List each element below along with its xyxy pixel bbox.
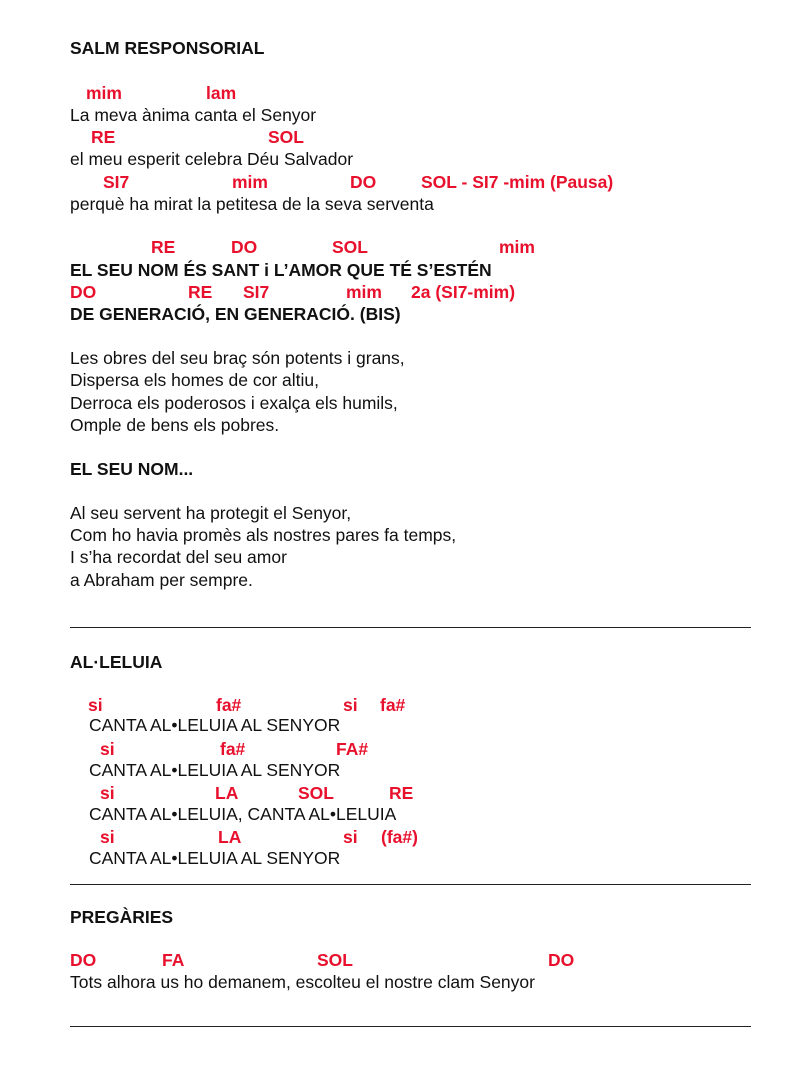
chord: fa# xyxy=(220,739,246,759)
chord: si xyxy=(343,695,358,715)
chord: si xyxy=(100,783,115,803)
chord: (fa#) xyxy=(381,827,418,847)
lyric-line: el meu esperit celebra Déu Salvador xyxy=(70,149,354,169)
chord: SI7 xyxy=(243,282,270,302)
section-title-pregaries: PREGÀRIES xyxy=(70,907,174,927)
chord: mim xyxy=(86,83,122,103)
section-divider xyxy=(70,1026,751,1027)
section-title-salm: SALM RESPONSORIAL xyxy=(70,38,265,58)
lyric-line: I s’ha recordat del seu amor xyxy=(70,547,287,567)
chord: SI7 xyxy=(103,172,130,192)
lyric-line: a Abraham per sempre. xyxy=(70,570,253,590)
chord: mim xyxy=(346,282,382,302)
chord: SOL xyxy=(268,127,304,147)
refrain-line: DE GENERACIÓ, EN GENERACIÓ. (BIS) xyxy=(70,304,401,324)
chord: mim xyxy=(232,172,268,192)
chord: mim xyxy=(499,237,535,257)
lyric-line: Com ho havia promès als nostres pares fa temps, xyxy=(70,525,457,545)
section-divider xyxy=(70,627,751,628)
chord: si xyxy=(343,827,358,847)
section-title-alleluia: AL·LELUIA xyxy=(70,652,163,672)
lyric-line: Dispersa els homes de cor altiu, xyxy=(70,370,319,390)
chord: si xyxy=(88,695,103,715)
lyric-line: Derroca els poderosos i exalça els humils, xyxy=(70,393,398,413)
lyric-line: perquè ha mirat la petitesa de la seva serventa xyxy=(70,194,434,214)
chord: fa# xyxy=(380,695,406,715)
chord: FA xyxy=(162,950,185,970)
section-divider xyxy=(70,884,751,885)
chord: DO xyxy=(231,237,258,257)
lyric-line: CANTA AL•LELUIA AL SENYOR xyxy=(89,715,341,735)
chord: si xyxy=(100,827,115,847)
chord: SOL xyxy=(298,783,334,803)
chord: DO xyxy=(70,282,97,302)
chord: RE xyxy=(188,282,213,302)
chord: RE xyxy=(151,237,176,257)
chord: SOL xyxy=(317,950,353,970)
refrain-short: EL SEU NOM... xyxy=(70,459,194,479)
lyric-line: Omple de bens els pobres. xyxy=(70,415,280,435)
chord: SOL xyxy=(332,237,368,257)
lyric-line: Les obres del seu braç són potents i grans, xyxy=(70,348,405,368)
lyric-line: Tots alhora us ho demanem, escolteu el nostre clam Senyor xyxy=(70,972,535,992)
chord: 2a (SI7-mim) xyxy=(411,282,516,302)
chord: SOL - SI7 -mim (Pausa) xyxy=(421,172,614,192)
lyric-line: CANTA AL•LELUIA, CANTA AL•LELUIA xyxy=(89,804,397,824)
chord: fa# xyxy=(216,695,242,715)
chord: FA# xyxy=(336,739,369,759)
lyric-line: La meva ànima canta el Senyor xyxy=(70,105,317,125)
chord: RE xyxy=(389,783,414,803)
chord: DO xyxy=(70,950,97,970)
chord: RE xyxy=(91,127,116,147)
refrain-line: EL SEU NOM ÉS SANT i L’AMOR QUE TÉ S’ESTÉN xyxy=(70,260,492,280)
chord: lam xyxy=(206,83,237,103)
chord: LA xyxy=(218,827,242,847)
lyric-line: CANTA AL•LELUIA AL SENYOR xyxy=(89,848,341,868)
chord: LA xyxy=(215,783,239,803)
lyric-line: CANTA AL•LELUIA AL SENYOR xyxy=(89,760,341,780)
chord: si xyxy=(100,739,115,759)
lyric-line: Al seu servent ha protegit el Senyor, xyxy=(70,503,352,523)
chord: DO xyxy=(548,950,575,970)
chord: DO xyxy=(350,172,377,192)
